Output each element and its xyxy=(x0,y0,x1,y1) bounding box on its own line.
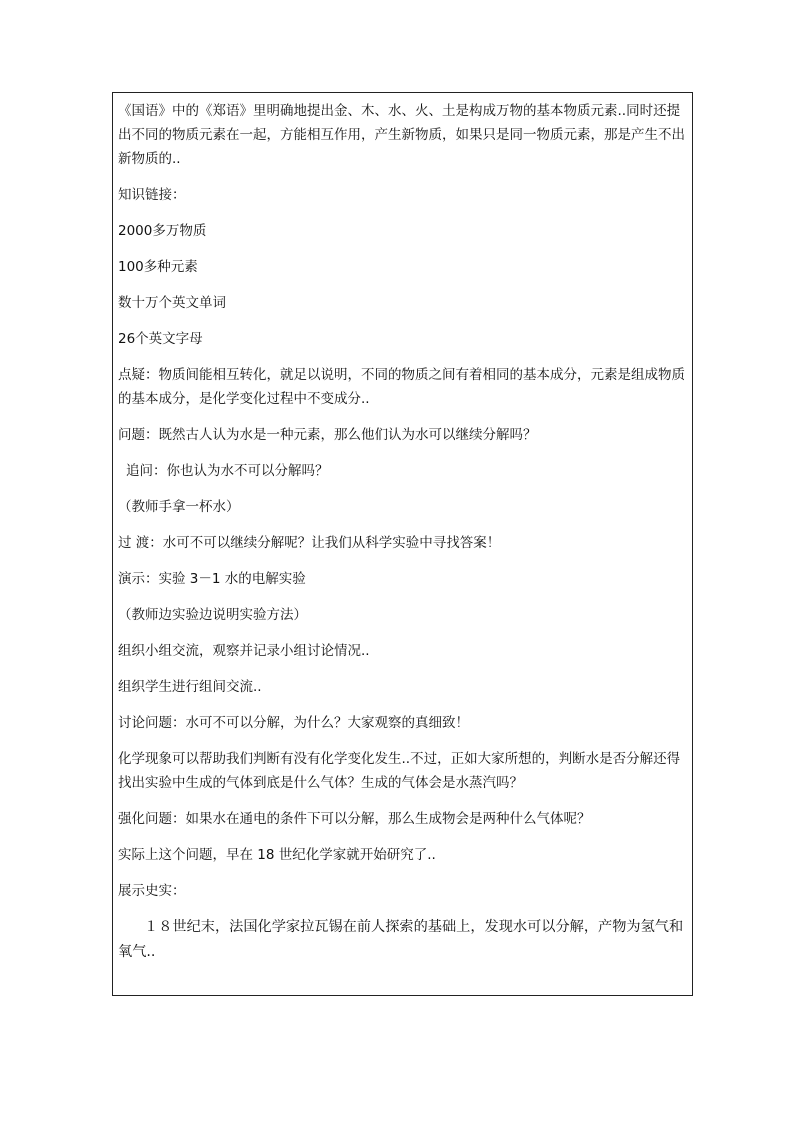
paragraph-discussion: 讨论问题：水可不可以分解，为什么？大家观察的真细致！ xyxy=(118,715,469,731)
paragraph-english-letters: 26个英文字母 xyxy=(118,331,203,347)
paragraph-transition: 过 渡：水可不可以继续分解呢？让我们从科学实验中寻找答案！ xyxy=(118,535,501,551)
paragraph-teacher-action: （教师手拿一杯水） xyxy=(118,499,240,515)
paragraph-point-clarify: 点疑：物质间能相互转化，就足以说明，不同的物质之间有着相同的基本成分，元素是组成物质的基本成分，是化学变化过程中不变成分.. xyxy=(118,367,685,407)
paragraph-history-note: 实际上这个问题，早在 18 世纪化学家就开始研究了.. xyxy=(118,847,436,863)
paragraph-knowledge-link: 知识链接： xyxy=(118,187,186,203)
paragraph-chemical-phenomenon: 化学现象可以帮助我们判断有没有化学变化发生..不过，正如大家所想的，判断水是否分解还得找出实验中生成的气体到底是什么气体？生成的气体会是水蒸汽吗？ xyxy=(118,751,681,791)
paragraph-demo: 演示：实验 3－1 水的电解实验 xyxy=(118,571,306,587)
paragraph-substances-count: 2000多万物质 xyxy=(118,223,207,239)
paragraph-teacher-method: （教师边实验边说明实验方法） xyxy=(118,607,307,623)
cell-content xyxy=(118,99,690,977)
paragraph-elements-count: 100多种元素 xyxy=(118,259,198,275)
paragraph-guoyu: 《国语》中的《郑语》里明确地提出金、木、水、火、土是构成万物的基本物质元素..同时还提出不同的物质元素在一起，方能相互作用，产生新物质，如果只是同一物质元素，那是产生不出新物质的.. xyxy=(118,103,685,167)
paragraph-reinforce-question: 强化问题：如果水在通电的条件下可以分解，那么生成物会是两种什么气体呢？ xyxy=(118,811,591,827)
paragraph-show-history: 展示史实： xyxy=(118,883,186,899)
paragraph-group-exchange: 组织小组交流，观察并记录小组讨论情况.. xyxy=(118,643,370,659)
paragraph-follow-up: 追问：你也认为水不可以分解吗？ xyxy=(126,463,329,479)
table-cell xyxy=(112,92,693,996)
paragraph-intergroup-exchange: 组织学生进行组间交流.. xyxy=(118,679,262,695)
paragraph-question: 问题：既然古人认为水是一种元素，那么他们认为水可以继续分解吗？ xyxy=(118,427,537,443)
paragraph-english-words: 数十万个英文单词 xyxy=(118,295,226,311)
paragraph-lavoisier: １８世纪末，法国化学家拉瓦锡在前人探索的基础上，发现水可以分解，产物为氢气和氧气.. xyxy=(118,919,684,960)
